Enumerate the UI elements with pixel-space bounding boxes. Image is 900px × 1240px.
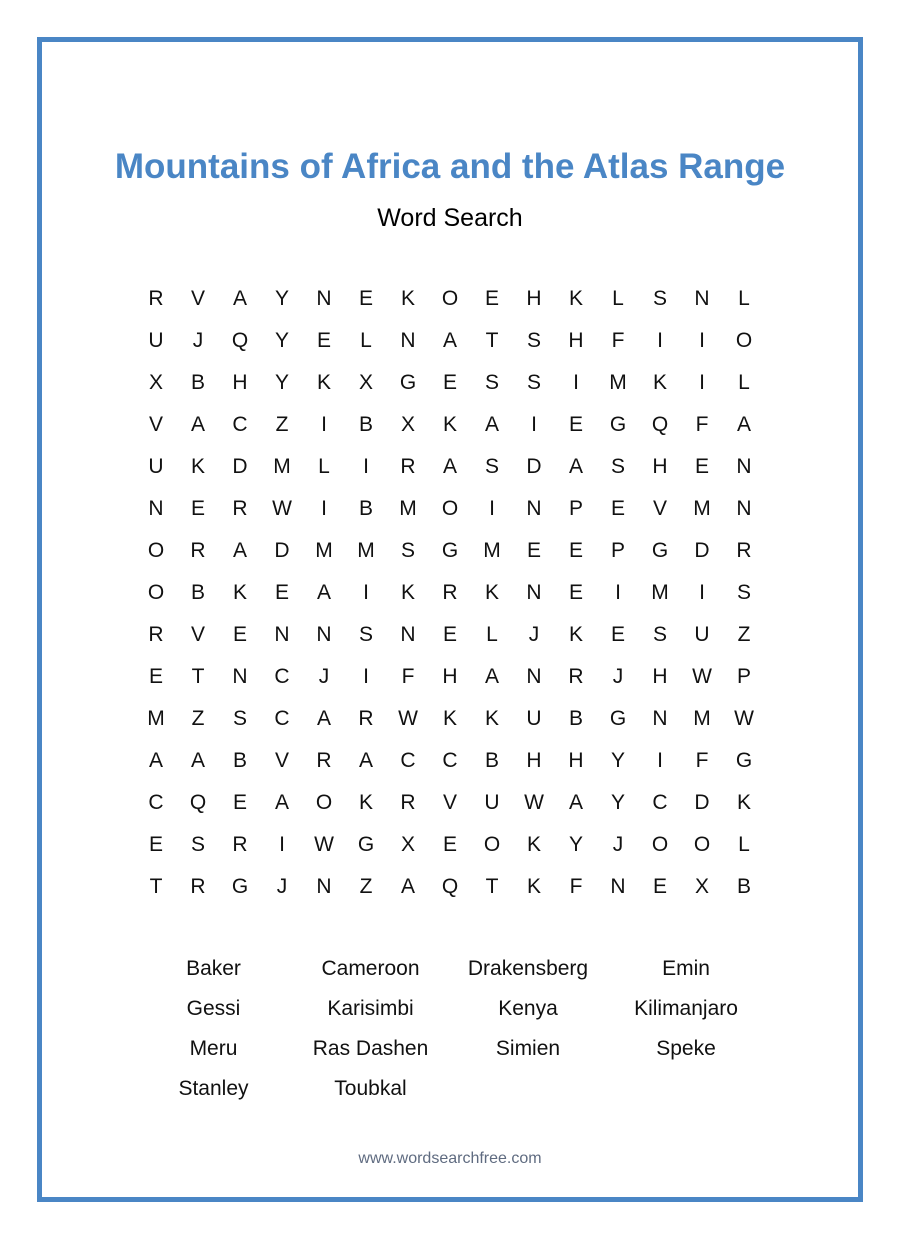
grid-cell[interactable]: G <box>357 833 375 856</box>
grid-cell[interactable]: W <box>734 707 754 730</box>
grid-cell[interactable]: M <box>651 581 669 604</box>
letter-grid <box>135 284 765 914</box>
grid-cell[interactable]: Y <box>610 791 625 814</box>
grid-cell[interactable]: H <box>442 665 458 688</box>
word-list-item: Karisimbi <box>327 997 414 1020</box>
grid-cell[interactable]: R <box>400 791 416 814</box>
grid-cell[interactable]: F <box>611 329 625 352</box>
grid-cell[interactable]: C <box>400 749 416 772</box>
grid-cell[interactable]: M <box>399 497 417 520</box>
grid-cell[interactable]: N <box>232 665 248 688</box>
grid-cell[interactable]: Q <box>651 413 669 436</box>
grid-cell[interactable]: E <box>190 497 205 520</box>
grid-cell[interactable]: M <box>483 539 501 562</box>
grid-cell[interactable]: V <box>190 287 205 310</box>
grid-cell[interactable]: K <box>190 455 205 478</box>
grid-cell[interactable]: T <box>485 875 499 898</box>
grid-cell[interactable]: J <box>318 665 330 688</box>
grid-cell[interactable]: S <box>652 287 667 310</box>
grid-cell[interactable]: Y <box>274 329 289 352</box>
grid-cell[interactable]: I <box>363 455 369 478</box>
grid-cell[interactable]: M <box>693 707 711 730</box>
grid-cell[interactable]: J <box>612 665 624 688</box>
grid-cell[interactable]: E <box>568 581 583 604</box>
grid-cell[interactable]: K <box>568 287 583 310</box>
grid-cell[interactable]: F <box>401 665 415 688</box>
grid-cell[interactable]: N <box>148 497 164 520</box>
grid-cell[interactable]: U <box>148 455 164 478</box>
grid-cell[interactable]: E <box>442 833 457 856</box>
grid-cell[interactable]: I <box>531 413 537 436</box>
grid-cell[interactable]: N <box>316 875 332 898</box>
grid-cell[interactable]: X <box>694 875 709 898</box>
grid-cell[interactable]: R <box>190 539 206 562</box>
grid-cell[interactable]: I <box>363 581 369 604</box>
grid-cell[interactable]: R <box>400 455 416 478</box>
grid-cell[interactable]: V <box>148 413 163 436</box>
grid-cell[interactable]: C <box>442 749 458 772</box>
grid-cell[interactable]: K <box>526 833 541 856</box>
grid-cell[interactable]: D <box>274 539 290 562</box>
grid-cell[interactable]: B <box>358 413 373 436</box>
grid-cell[interactable]: A <box>316 707 331 730</box>
grid-cell[interactable]: L <box>360 329 372 352</box>
grid-cell[interactable]: L <box>486 623 498 646</box>
grid-cell[interactable]: E <box>652 875 667 898</box>
grid-cell[interactable]: E <box>442 371 457 394</box>
grid-cell[interactable]: I <box>363 665 369 688</box>
grid-cell[interactable]: R <box>442 581 458 604</box>
grid-cell[interactable]: O <box>147 581 165 604</box>
grid-cell[interactable]: K <box>442 413 457 436</box>
grid-cell[interactable]: K <box>652 371 667 394</box>
grid-cell[interactable]: M <box>609 371 627 394</box>
grid-cell[interactable]: E <box>568 539 583 562</box>
grid-cell[interactable]: R <box>232 833 248 856</box>
grid-cell[interactable]: J <box>276 875 288 898</box>
grid-cell[interactable]: S <box>484 455 499 478</box>
grid-cell[interactable]: R <box>358 707 374 730</box>
grid-cell[interactable]: X <box>148 371 163 394</box>
grid-cell[interactable]: U <box>484 791 500 814</box>
grid-cell[interactable]: G <box>609 413 627 436</box>
grid-cell[interactable]: M <box>147 707 165 730</box>
grid-cell[interactable]: J <box>192 329 204 352</box>
grid-cell[interactable]: L <box>738 287 750 310</box>
grid-cell[interactable]: A <box>274 791 289 814</box>
grid-cell[interactable]: N <box>316 287 332 310</box>
word-list-item: Emin <box>662 957 710 980</box>
grid-cell[interactable]: G <box>735 749 753 772</box>
grid-cell[interactable]: B <box>484 749 499 772</box>
grid-cell[interactable]: R <box>148 287 164 310</box>
grid-cell[interactable]: Z <box>359 875 373 898</box>
grid-cell[interactable]: X <box>400 833 415 856</box>
grid-cell[interactable]: G <box>231 875 249 898</box>
grid-cell[interactable]: S <box>736 581 751 604</box>
grid-cell[interactable]: E <box>568 413 583 436</box>
grid-cell[interactable]: I <box>699 371 705 394</box>
grid-cell[interactable]: S <box>358 623 373 646</box>
grid-cell[interactable]: K <box>484 581 499 604</box>
grid-cell[interactable]: L <box>318 455 330 478</box>
word-list-item: Speke <box>656 1037 716 1060</box>
word-list-item: Kenya <box>498 997 558 1020</box>
grid-cell[interactable]: V <box>442 791 457 814</box>
grid-cell[interactable]: I <box>699 329 705 352</box>
grid-cell[interactable]: E <box>358 287 373 310</box>
grid-cell[interactable]: X <box>358 371 373 394</box>
grid-cell[interactable]: D <box>694 791 710 814</box>
grid-cell[interactable]: H <box>526 749 542 772</box>
grid-cell[interactable]: R <box>190 875 206 898</box>
grid-cell[interactable]: M <box>273 455 291 478</box>
grid-cell[interactable]: H <box>526 287 542 310</box>
grid-cell[interactable]: B <box>568 707 583 730</box>
grid-cell[interactable]: S <box>400 539 415 562</box>
grid-cell[interactable]: I <box>489 497 495 520</box>
grid-cell[interactable]: P <box>736 665 751 688</box>
grid-cell[interactable]: V <box>190 623 205 646</box>
grid-cell[interactable]: J <box>528 623 540 646</box>
grid-cell[interactable]: E <box>232 791 247 814</box>
grid-cell[interactable]: D <box>694 539 710 562</box>
grid-cell[interactable]: E <box>148 833 163 856</box>
grid-cell[interactable]: N <box>274 623 290 646</box>
grid-cell[interactable]: A <box>400 875 415 898</box>
grid-cell[interactable]: L <box>738 371 750 394</box>
grid-cell[interactable]: O <box>735 329 753 352</box>
grid-cell[interactable]: N <box>610 875 626 898</box>
grid-cell[interactable]: T <box>485 329 499 352</box>
grid-cell[interactable]: A <box>484 665 499 688</box>
grid-cell[interactable]: N <box>652 707 668 730</box>
grid-cell[interactable]: P <box>610 539 625 562</box>
grid-cell[interactable]: H <box>568 749 584 772</box>
grid-cell[interactable]: E <box>694 455 709 478</box>
grid-cell[interactable]: L <box>612 287 624 310</box>
grid-cell[interactable]: I <box>657 749 663 772</box>
grid-cell[interactable]: C <box>232 413 248 436</box>
grid-cell[interactable]: D <box>526 455 542 478</box>
grid-cell[interactable]: E <box>316 329 331 352</box>
grid-cell[interactable]: N <box>694 287 710 310</box>
grid-cell[interactable]: R <box>568 665 584 688</box>
grid-cell[interactable]: A <box>232 287 247 310</box>
word-list <box>135 954 765 1114</box>
grid-cell[interactable]: S <box>526 329 541 352</box>
grid-cell[interactable]: K <box>316 371 331 394</box>
grid-cell[interactable]: S <box>526 371 541 394</box>
word-list-item: Simien <box>495 1037 561 1060</box>
grid-cell[interactable]: K <box>526 875 541 898</box>
grid-cell[interactable]: E <box>274 581 289 604</box>
grid-cell[interactable]: Z <box>275 413 289 436</box>
grid-cell[interactable]: C <box>652 791 668 814</box>
grid-cell[interactable]: K <box>568 623 583 646</box>
word-list-item: Ras Dashen <box>312 1037 429 1060</box>
grid-cell[interactable]: V <box>652 497 667 520</box>
grid-cell[interactable]: M <box>693 497 711 520</box>
grid-cell[interactable]: A <box>442 455 457 478</box>
grid-cell[interactable]: N <box>526 665 542 688</box>
grid-cell[interactable]: E <box>610 623 625 646</box>
grid-cell[interactable]: G <box>399 371 417 394</box>
grid-cell[interactable]: W <box>272 497 292 520</box>
grid-cell[interactable]: Y <box>274 287 289 310</box>
grid-cell[interactable]: O <box>483 833 501 856</box>
grid-cell[interactable]: K <box>358 791 373 814</box>
grid-cell[interactable]: W <box>314 833 334 856</box>
grid-cell[interactable]: I <box>657 329 663 352</box>
grid-cell[interactable]: P <box>568 497 583 520</box>
grid-cell[interactable]: F <box>695 413 709 436</box>
grid-cell[interactable]: A <box>358 749 373 772</box>
grid-cell[interactable]: R <box>736 539 752 562</box>
word-list-item: Cameroon <box>321 957 420 980</box>
grid-cell[interactable]: C <box>148 791 164 814</box>
grid-cell[interactable]: B <box>232 749 247 772</box>
grid-cell[interactable]: Y <box>274 371 289 394</box>
grid-cell[interactable]: I <box>321 497 327 520</box>
grid-cell[interactable]: N <box>736 497 752 520</box>
word-list-item: Baker <box>186 957 241 980</box>
grid-cell[interactable]: I <box>321 413 327 436</box>
puzzle-subtitle: Word Search <box>377 204 523 232</box>
grid-cell[interactable]: L <box>738 833 750 856</box>
grid-cell[interactable]: A <box>736 413 751 436</box>
grid-cell[interactable]: N <box>316 623 332 646</box>
grid-cell[interactable]: W <box>398 707 418 730</box>
grid-cell[interactable]: Z <box>191 707 205 730</box>
footer-url: www.wordsearchfree.com <box>358 1150 542 1167</box>
grid-cell[interactable]: C <box>274 707 290 730</box>
grid-cell[interactable]: Q <box>189 791 207 814</box>
grid-cell[interactable]: E <box>484 287 499 310</box>
grid-cell[interactable]: T <box>149 875 163 898</box>
grid-cell[interactable]: O <box>147 539 165 562</box>
grid-cell[interactable]: H <box>652 455 668 478</box>
grid-cell[interactable]: S <box>190 833 205 856</box>
grid-cell[interactable]: A <box>442 329 457 352</box>
grid-cell[interactable]: S <box>610 455 625 478</box>
grid-cell[interactable]: Q <box>441 875 459 898</box>
word-list-item: Gessi <box>186 997 241 1020</box>
grid-cell[interactable]: U <box>526 707 542 730</box>
grid-cell[interactable]: O <box>441 497 459 520</box>
grid-cell[interactable]: K <box>442 707 457 730</box>
word-list-item: Kilimanjaro <box>634 997 738 1020</box>
grid-cell[interactable]: K <box>736 791 751 814</box>
grid-cell[interactable]: E <box>442 623 457 646</box>
grid-cell[interactable]: Y <box>568 833 583 856</box>
grid-cell[interactable]: N <box>736 455 752 478</box>
grid-cell[interactable]: A <box>148 749 163 772</box>
grid-cell[interactable]: I <box>615 581 621 604</box>
grid-cell[interactable]: O <box>651 833 669 856</box>
grid-cell[interactable]: B <box>190 371 205 394</box>
grid-cell[interactable]: K <box>400 581 415 604</box>
grid-cell[interactable]: A <box>190 749 205 772</box>
grid-cell[interactable]: X <box>400 413 415 436</box>
grid-cell[interactable]: M <box>357 539 375 562</box>
grid-cell[interactable]: E <box>610 497 625 520</box>
word-list-item: Drakensberg <box>467 957 589 980</box>
grid-cell[interactable]: I <box>279 833 285 856</box>
grid-cell[interactable]: B <box>358 497 373 520</box>
grid-cell[interactable]: J <box>612 833 624 856</box>
grid-cell[interactable]: W <box>524 791 544 814</box>
grid-cell[interactable]: E <box>148 665 163 688</box>
grid-cell[interactable]: Y <box>610 749 625 772</box>
grid-cell[interactable]: F <box>569 875 583 898</box>
grid-cell[interactable]: N <box>526 497 542 520</box>
grid-cell[interactable]: V <box>274 749 289 772</box>
grid-cell[interactable]: W <box>692 665 712 688</box>
grid-cell[interactable]: F <box>695 749 709 772</box>
grid-cell[interactable]: A <box>232 539 247 562</box>
grid-cell[interactable]: I <box>573 371 579 394</box>
puzzle-title: Mountains of Africa and the Atlas Range <box>114 147 786 186</box>
grid-cell[interactable]: O <box>441 287 459 310</box>
grid-cell[interactable]: S <box>652 623 667 646</box>
grid-cell[interactable]: H <box>568 329 584 352</box>
grid-cell[interactable]: A <box>484 413 499 436</box>
grid-cell[interactable]: M <box>315 539 333 562</box>
grid-cell[interactable]: G <box>609 707 627 730</box>
grid-cell[interactable]: G <box>651 539 669 562</box>
grid-cell[interactable]: U <box>148 329 164 352</box>
grid-cell[interactable]: K <box>484 707 499 730</box>
grid-cell[interactable]: A <box>190 413 205 436</box>
grid-cell[interactable]: S <box>232 707 247 730</box>
grid-cell[interactable]: R <box>148 623 164 646</box>
grid-cell[interactable]: N <box>400 329 416 352</box>
grid-cell[interactable]: I <box>699 581 705 604</box>
grid-cell[interactable]: G <box>441 539 459 562</box>
grid-cell[interactable]: N <box>526 581 542 604</box>
grid-cell[interactable]: K <box>400 287 415 310</box>
grid-cell[interactable]: B <box>190 581 205 604</box>
grid-cell[interactable]: N <box>400 623 416 646</box>
grid-cell[interactable]: K <box>232 581 247 604</box>
grid-cell[interactable]: A <box>568 791 583 814</box>
grid-cell[interactable]: E <box>232 623 247 646</box>
grid-cell[interactable]: S <box>484 371 499 394</box>
grid-cell[interactable]: Z <box>737 623 751 646</box>
grid-cell[interactable]: O <box>693 833 711 856</box>
grid-cell[interactable]: H <box>232 371 248 394</box>
grid-cell[interactable]: R <box>316 749 332 772</box>
grid-cell[interactable]: T <box>191 665 205 688</box>
grid-cell[interactable]: O <box>315 791 333 814</box>
grid-cell[interactable]: C <box>274 665 290 688</box>
grid-cell[interactable]: D <box>232 455 248 478</box>
grid-cell[interactable]: Q <box>231 329 249 352</box>
grid-cell[interactable]: B <box>736 875 751 898</box>
word-list-item: Meru <box>189 1037 238 1060</box>
grid-cell[interactable]: U <box>694 623 710 646</box>
grid-cell[interactable]: R <box>232 497 248 520</box>
grid-cell[interactable]: A <box>316 581 331 604</box>
grid-cell[interactable]: H <box>652 665 668 688</box>
grid-cell[interactable]: A <box>568 455 583 478</box>
word-list-item: Stanley <box>178 1077 249 1100</box>
word-list-item: Toubkal <box>334 1077 407 1100</box>
grid-cell[interactable]: E <box>526 539 541 562</box>
